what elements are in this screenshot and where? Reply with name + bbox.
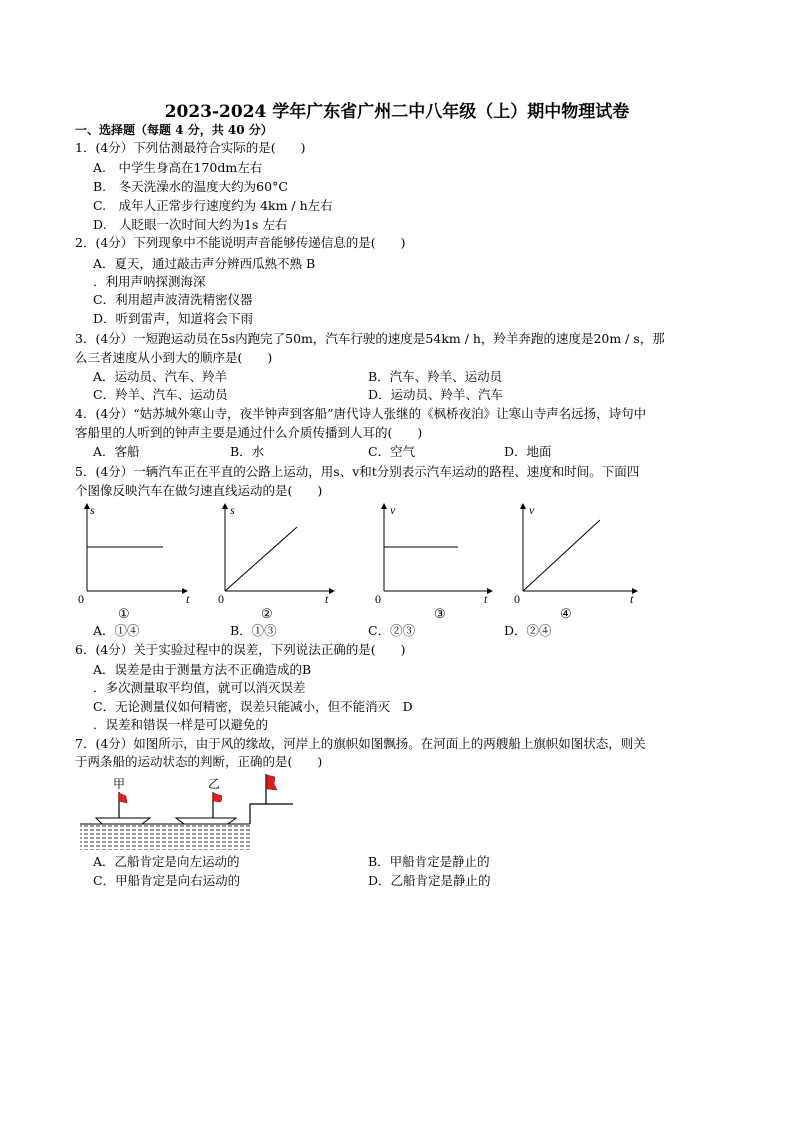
graph-1-ylabel: s xyxy=(90,503,95,517)
graph-3-label: ③ xyxy=(434,606,446,621)
graph-2-ylabel: s xyxy=(230,503,235,517)
graph-4-label: ④ xyxy=(560,606,572,621)
q7-stem-line2: 于两条船的运动状态的判断，正确的是( ) xyxy=(75,754,323,769)
graph-1 xyxy=(78,503,190,621)
q6-option-d: ．误差和错误一样是可以避免的 xyxy=(93,717,269,732)
page-title: 2023-2024 学年广东省广州二中八年级（上）期中物理试卷 xyxy=(164,102,630,122)
section-heading: 一、选择题（每题 4 分，共 40 分） xyxy=(75,123,273,137)
q7-option-d: D．乙船肯定是静止的 xyxy=(368,873,491,888)
graph-4-ylabel: v xyxy=(529,503,535,517)
q6-option-c: C．无论测量仪如何精密，误差只能减小，但不能消灭 D xyxy=(93,699,413,714)
q2-stem: 2．(4分）下列现象中不能说明声音能够传递信息的是( ) xyxy=(75,235,406,250)
q2-option-a: A．夏天，通过敲击声分辨西瓜熟不熟 B xyxy=(93,256,316,271)
q2-option-b: ．利用声呐探测海深 xyxy=(93,274,206,289)
q7-option-a: A．乙船肯定是向左运动的 xyxy=(93,854,240,869)
q6-option-b: ．多次测量取平均值，就可以消灭误差 xyxy=(93,680,306,695)
q2-option-c: C．利用超声波清洗精密仪器 xyxy=(93,292,253,307)
q1-option-d: D. 人眨眼一次时间大约为1s 左右 xyxy=(93,217,288,232)
q3-option-c: C．羚羊、汽车、运动员 xyxy=(93,387,228,402)
graph-4-origin: 0 xyxy=(514,592,520,606)
q3-stem-line1: 3．(4分）一短跑运动员在5s内跑完了50m，汽车行驶的速度是54km / h，羚羊奔跑的速度是20m / s，那 xyxy=(75,331,665,346)
graph-3-xlabel: t xyxy=(484,592,488,606)
q4-option-a: A．客船 xyxy=(93,444,140,459)
bank-flag xyxy=(267,775,277,790)
q4-stem-line2: 客船里的人听到的钟声主要是通过什么介质传播到人耳的( ) xyxy=(75,425,423,440)
q1-option-b: B. 冬天洗澡水的温度大约为60°C xyxy=(93,179,288,194)
graph-4-xlabel: t xyxy=(630,592,634,606)
q1-option-c: C. 成年人正常步行速度约为 4km / h左右 xyxy=(93,198,333,213)
graph-2-label: ② xyxy=(261,606,273,621)
q5-stem-line2: 个图像反映汽车在做匀速直线运动的是( ) xyxy=(75,483,323,498)
q1-stem: 1．(4分）下列估测最符合实际的是( ) xyxy=(75,140,306,155)
q4-option-c: C．空气 xyxy=(368,444,416,459)
q5-stem-line1: 5．(4分）一辆汽车正在平直的公路上运动，用s、v和t分别表示汽车运动的路程、速度和时间。下面四 xyxy=(75,464,640,479)
graph-2-origin: 0 xyxy=(218,592,224,606)
q7-option-c: C．甲船肯定是向右运动的 xyxy=(93,873,241,888)
boat-yi xyxy=(176,818,236,824)
q3-option-d: D．运动员、羚羊、汽车 xyxy=(368,387,504,402)
q5-option-b: B．①③ xyxy=(230,623,277,638)
q1-option-a: A. 中学生身高在170dm左右 xyxy=(93,160,263,175)
boat-jia xyxy=(96,818,150,824)
boat-jia-flag xyxy=(119,793,127,803)
graph-4 xyxy=(514,503,635,621)
q4-option-b: B．水 xyxy=(230,444,265,459)
graph-1-origin: 0 xyxy=(78,592,84,606)
q3-stem-line2: 么三者速度从小到大的顺序是( ) xyxy=(75,350,273,365)
q3-option-a: A．运动员、汽车、羚羊 xyxy=(93,369,228,384)
q4-option-d: D．地面 xyxy=(504,444,552,459)
graph-1-xlabel: t xyxy=(186,592,190,606)
graph-3-ylabel: v xyxy=(390,503,396,517)
boat-yi-label: 乙 xyxy=(208,777,221,791)
graph-2-xlabel: t xyxy=(325,592,329,606)
q5-graphs xyxy=(70,500,650,622)
boat-yi-flag xyxy=(213,793,222,802)
q4-stem-line1: 4．(4分）“姑苏城外寒山寺，夜半钟声到客船”唐代诗人张继的《枫桥夜泊》让寒山寺声名远扬，诗句中 xyxy=(75,406,647,421)
river-bank xyxy=(250,804,293,824)
graph-3-origin: 0 xyxy=(375,592,381,606)
q6-stem: 6．(4分）关于实验过程中的误差，下列说法正确的是( ) xyxy=(75,642,406,657)
boat-jia-label: 甲 xyxy=(113,777,126,791)
q5-option-c: C．②③ xyxy=(368,623,416,638)
q6-option-a: A．误差是由于测量方法不正确造成的B xyxy=(93,662,312,677)
q3-option-b: B．汽车、羚羊、运动员 xyxy=(368,369,503,384)
q7-figure xyxy=(78,772,298,852)
q7-stem-line1: 7．(4分）如图所示，由于风的缘故，河岸上的旗帜如图飘扬。在河面上的两艘船上旗帜如图状态，则关 xyxy=(75,736,646,751)
graph-3 xyxy=(375,503,490,621)
river-water xyxy=(80,824,250,850)
q5-option-a: A．①④ xyxy=(93,623,140,638)
q5-option-d: D．②④ xyxy=(504,623,552,638)
graph-2 xyxy=(218,503,332,621)
q7-option-b: B．甲船肯定是静止的 xyxy=(368,854,490,869)
graph-1-label: ① xyxy=(118,606,130,621)
q2-option-d: D．听到雷声，知道将会下雨 xyxy=(93,311,254,326)
